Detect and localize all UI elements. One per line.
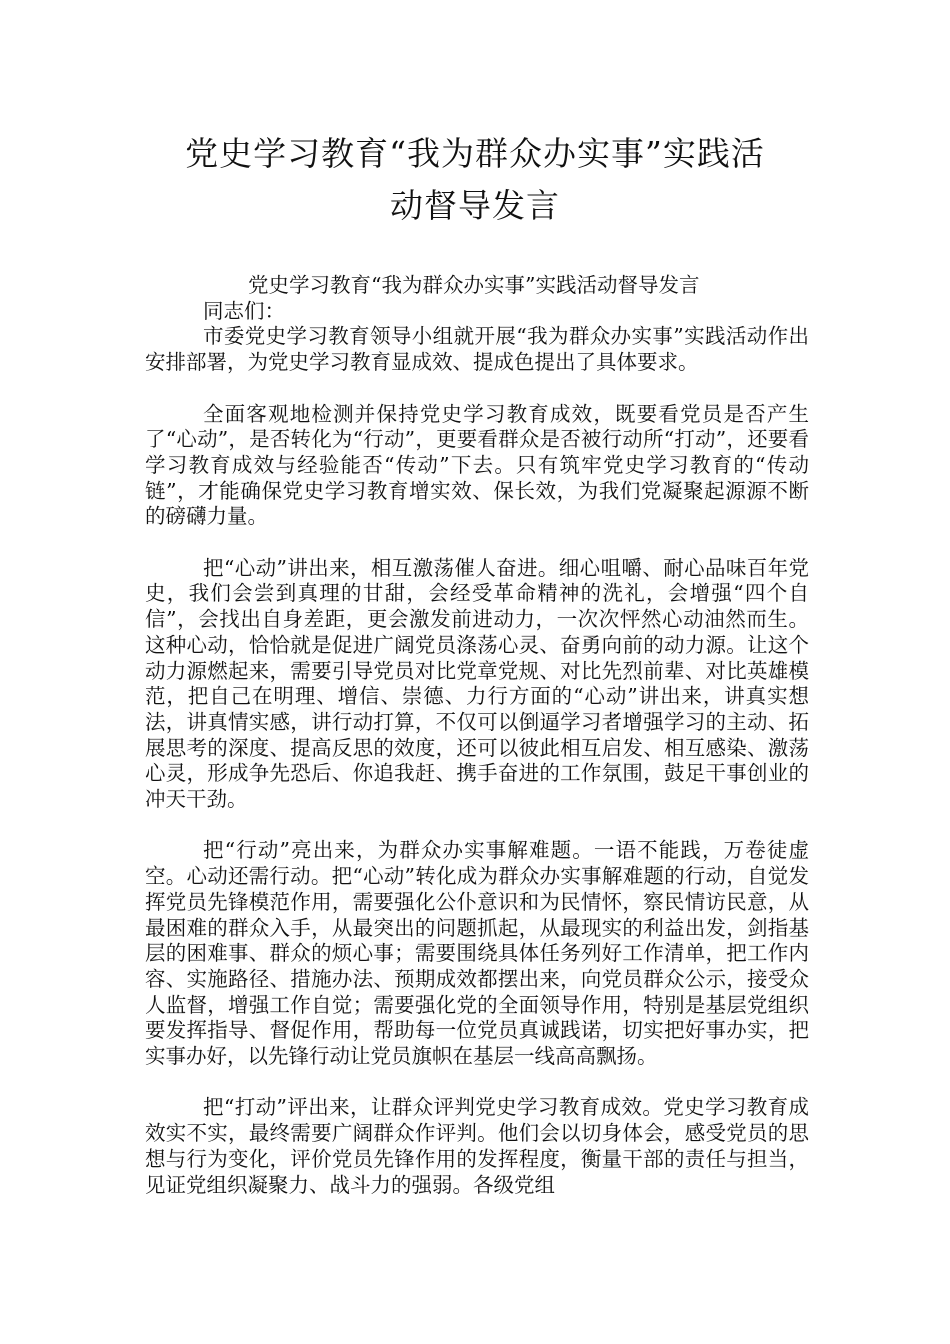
document-title: [100, 128, 850, 232]
paragraph-2: 全面客观地检测并保持党史学习教育成效，既要看党员是否产生了“心动”，是否转化为“行动”，更要看群众是否被行动所“打动”，还要看学习教育成效与经验能否“传动”下去。只有筑牢党史学习教育的“传动链”，才能确保党史学习教育增实效、保长效，为我们党凝聚起源源不断的磅礴力量。: [145, 401, 809, 529]
paragraph-4: 把“行动”亮出来，为群众办实事解难题。一语不能践，万卷徒虚空。心动还需行动。把“心动”转化成为群众办实事解难题的行动，自觉发挥党员先锋模范作用，需要强化公仆意识和为民情怀，察民情访民意，从最困难的群众入手，从最突出的问题抓起，从最现实的利益出发，剑指基层的困难事、群众的烦心事；需要围绕具体任务列好工作清单，把工作内容、实施路径、措施办法、预期成效都摆出来，向党员群众公示，接受众人监督，增强工作自觉；需要强化党的全面领导作用，特别是基层党组织要发挥指导、督促作用，帮助每一位党员真诚践诺，切实把好事办实，把实事办好，以先锋行动让党员旗帜在基层一线高高飘扬。: [145, 838, 809, 1069]
paragraph-1: 市委党史学习教育领导小组就开展“我为群众办实事”实践活动作出安排部署，为党史学习教育显成效、提成色提出了具体要求。: [145, 324, 809, 375]
greeting: 同志们：: [203, 298, 285, 323]
title-line-2: 动督导发言: [390, 186, 560, 225]
document-body: [145, 273, 809, 1198]
paragraph-3: 把“心动”讲出来，相互激荡催人奋进。细心咀嚼、耐心品味百年党史，我们会尝到真理的甘甜，会经受革命精神的洗礼，会增强“四个自信”，会找出自身差距，更会激发前进动力，一次次怦然心动油然而生。这种心动，恰恰就是促进广阔党员涤荡心灵、奋勇向前的动力源。让这个动力源燃起来，需要引导党员对比党章党规、对比先烈前辈、对比英雄模范，把自己在明理、增信、崇德、力行方面的“心动”讲出来，讲真实想法，讲真情实感，讲行动打算，不仅可以倒逼学习者增强学习的主动、拓展思考的深度、提高反思的效度，还可以彼此相互启发、相互感染、激荡心灵，形成争先恐后、你追我赶、携手奋进的工作氛围，鼓足干事创业的冲天干劲。: [145, 555, 809, 812]
document-subtitle: 党史学习教育“我为群众办实事”实践活动督导发言: [248, 273, 700, 297]
paragraph-5: 把“打动”评出来，让群众评判党史学习教育成效。党史学习教育成效实不实，最终需要广阔群众作评判。他们会以切身体会，感受党员的思想与行为变化，评价党员先锋作用的发挥程度，衡量干部的责任与担当，见证党组织凝聚力、战斗力的强弱。各级党组: [145, 1095, 809, 1197]
title-line-1: 党史学习教育“我为群众办实事”实践活: [185, 134, 765, 173]
